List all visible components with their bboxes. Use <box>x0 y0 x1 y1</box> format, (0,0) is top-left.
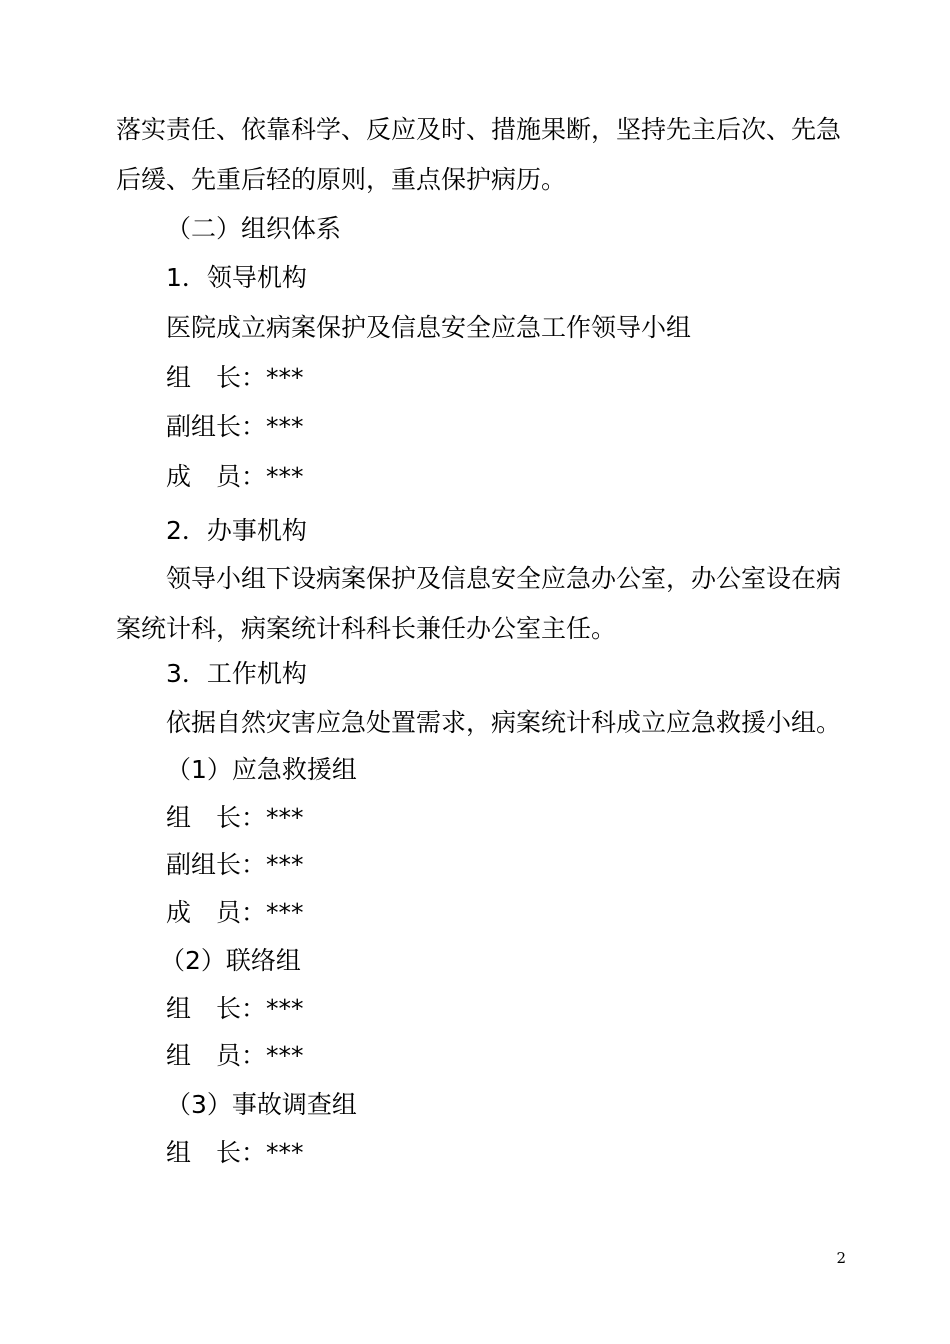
page-number: 2 <box>836 1249 846 1267</box>
rescue-group-deputy: 副组长：*** <box>166 850 304 879</box>
subheading-office: 2．办事机构 <box>166 516 307 545</box>
investigation-group-leader: 组 长：*** <box>166 1138 304 1167</box>
liaison-group-members: 组 员：*** <box>166 1041 304 1070</box>
office-description-line-1: 领导小组下设病案保护及信息安全应急办公室，办公室设在病 <box>166 564 842 593</box>
subheading-leadership: 1．领导机构 <box>166 263 307 292</box>
subheading-working-agency: 3．工作机构 <box>166 659 307 688</box>
leadership-description: 医院成立病案保护及信息安全应急工作领导小组 <box>166 313 692 342</box>
paragraph-principles-line-1: 落实责任、依靠科学、反应及时、措施果断，坚持先主后次、先急 <box>116 115 842 144</box>
rescue-group-heading: （1）应急救援组 <box>166 755 357 784</box>
investigation-group-heading: （3）事故调查组 <box>166 1090 357 1119</box>
leadership-members: 成 员：*** <box>166 462 304 491</box>
leadership-leader: 组 长：*** <box>166 363 304 392</box>
section-heading-organization: （二）组织体系 <box>166 214 342 243</box>
liaison-group-leader: 组 长：*** <box>166 994 304 1023</box>
rescue-group-leader: 组 长：*** <box>166 803 304 832</box>
rescue-group-members: 成 员：*** <box>166 898 304 927</box>
paragraph-principles-line-2: 后缓、先重后轻的原则，重点保护病历。 <box>116 165 567 194</box>
liaison-group-heading: （2）联络组 <box>160 946 301 975</box>
office-description-line-2: 案统计科，病案统计科科长兼任办公室主任。 <box>116 614 617 643</box>
leadership-deputy: 副组长：*** <box>166 412 304 441</box>
working-agency-description: 依据自然灾害应急处置需求，病案统计科成立应急救援小组。 <box>166 708 842 737</box>
